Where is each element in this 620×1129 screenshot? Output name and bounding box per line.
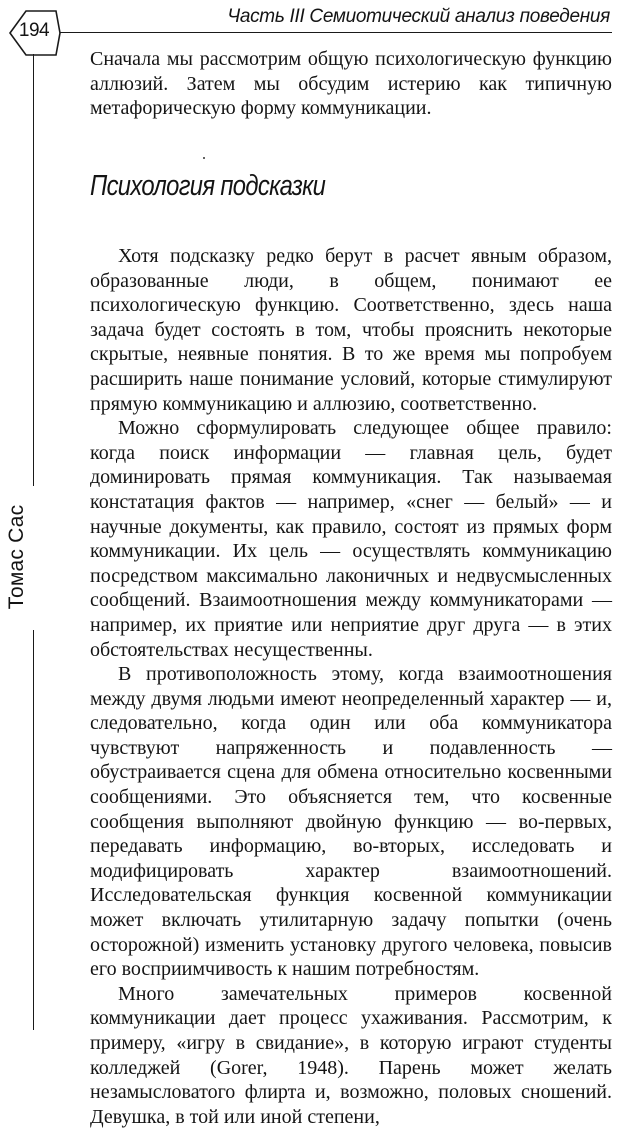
print-speck — [203, 157, 205, 159]
section-heading: Психология подсказки — [90, 170, 326, 202]
intro-paragraph: Сначала мы рассмотрим общую психологическую функцию аллюзий. Затем мы обсудим истерию как типичную метафорическую форму коммуникации. — [90, 48, 612, 120]
author-side-label: Томас Сас — [5, 504, 28, 610]
side-label-area — [2, 490, 32, 624]
page-number: 194 — [18, 20, 50, 41]
page-number-badge — [6, 8, 62, 58]
margin-rule-upper — [33, 54, 34, 486]
paragraph: Можно сформулировать следующее общее правило: когда поиск информации — главная цель, будет доминировать прямая коммуникация. Так называемая констатация фактов — например, «снег — белый» — и научные документы, как правило, состоят из прямых форм коммуникации. Их цель — осуществлять коммуникацию посредством максимально лаконичных и недвусмысленных сообщений. Взаимоотношения между коммуникаторами — например, их приятие или неприятие друг друга — в этих обстоятельствах несущественны. — [90, 417, 612, 661]
running-head: Часть III Семиотический анализ поведения — [227, 6, 610, 27]
paragraph: Хотя подсказку редко берут в расчет явным образом, образованные люди, в общем, понимают ее психологическую функцию. Соответственно, здесь наша задача будет состоять в том, чтобы прояснить некоторые скрытые, неявные понятия. В то же время мы попробуем расширить наше понимание условий, которые стимулируют прямую коммуникацию и аллюзию, соответственно. — [90, 245, 612, 415]
intro-block — [90, 47, 612, 121]
section-body — [90, 244, 612, 1129]
margin-rule-lower — [33, 630, 34, 1030]
header-rule — [60, 32, 612, 33]
paragraph: В противоположность этому, когда взаимоотношения между двумя людьми имеют неопределенный характер — и, следовательно, когда один или оба коммуникатора чувствуют напряженность и подавленность — обустраивается сцена для обмена относительно косвенными сообщениями. Это объясняется тем, что косвенные сообщения выполняют двойную функцию — во-первых, передавать информацию, во-вторых, исследовать и модифицировать характер взаимоотношений. Исследовательская функция косвенной коммуникации может включать утилитарную задачу попытки (очень осторожной) изменить установку другого человека, повысив его восприимчивость к нашим потребностям. — [90, 663, 612, 981]
paragraph: Много замечательных примеров косвенной коммуникации дает процесс ухаживания. Рассмотрим, к примеру, «игру в свидание», в которую играют студенты колледжей (Gorer, 1948). Парень может желать незамысловатого флирта и, возможно, половых сношений. Девушка, в той или иной степени, — [90, 982, 612, 1128]
